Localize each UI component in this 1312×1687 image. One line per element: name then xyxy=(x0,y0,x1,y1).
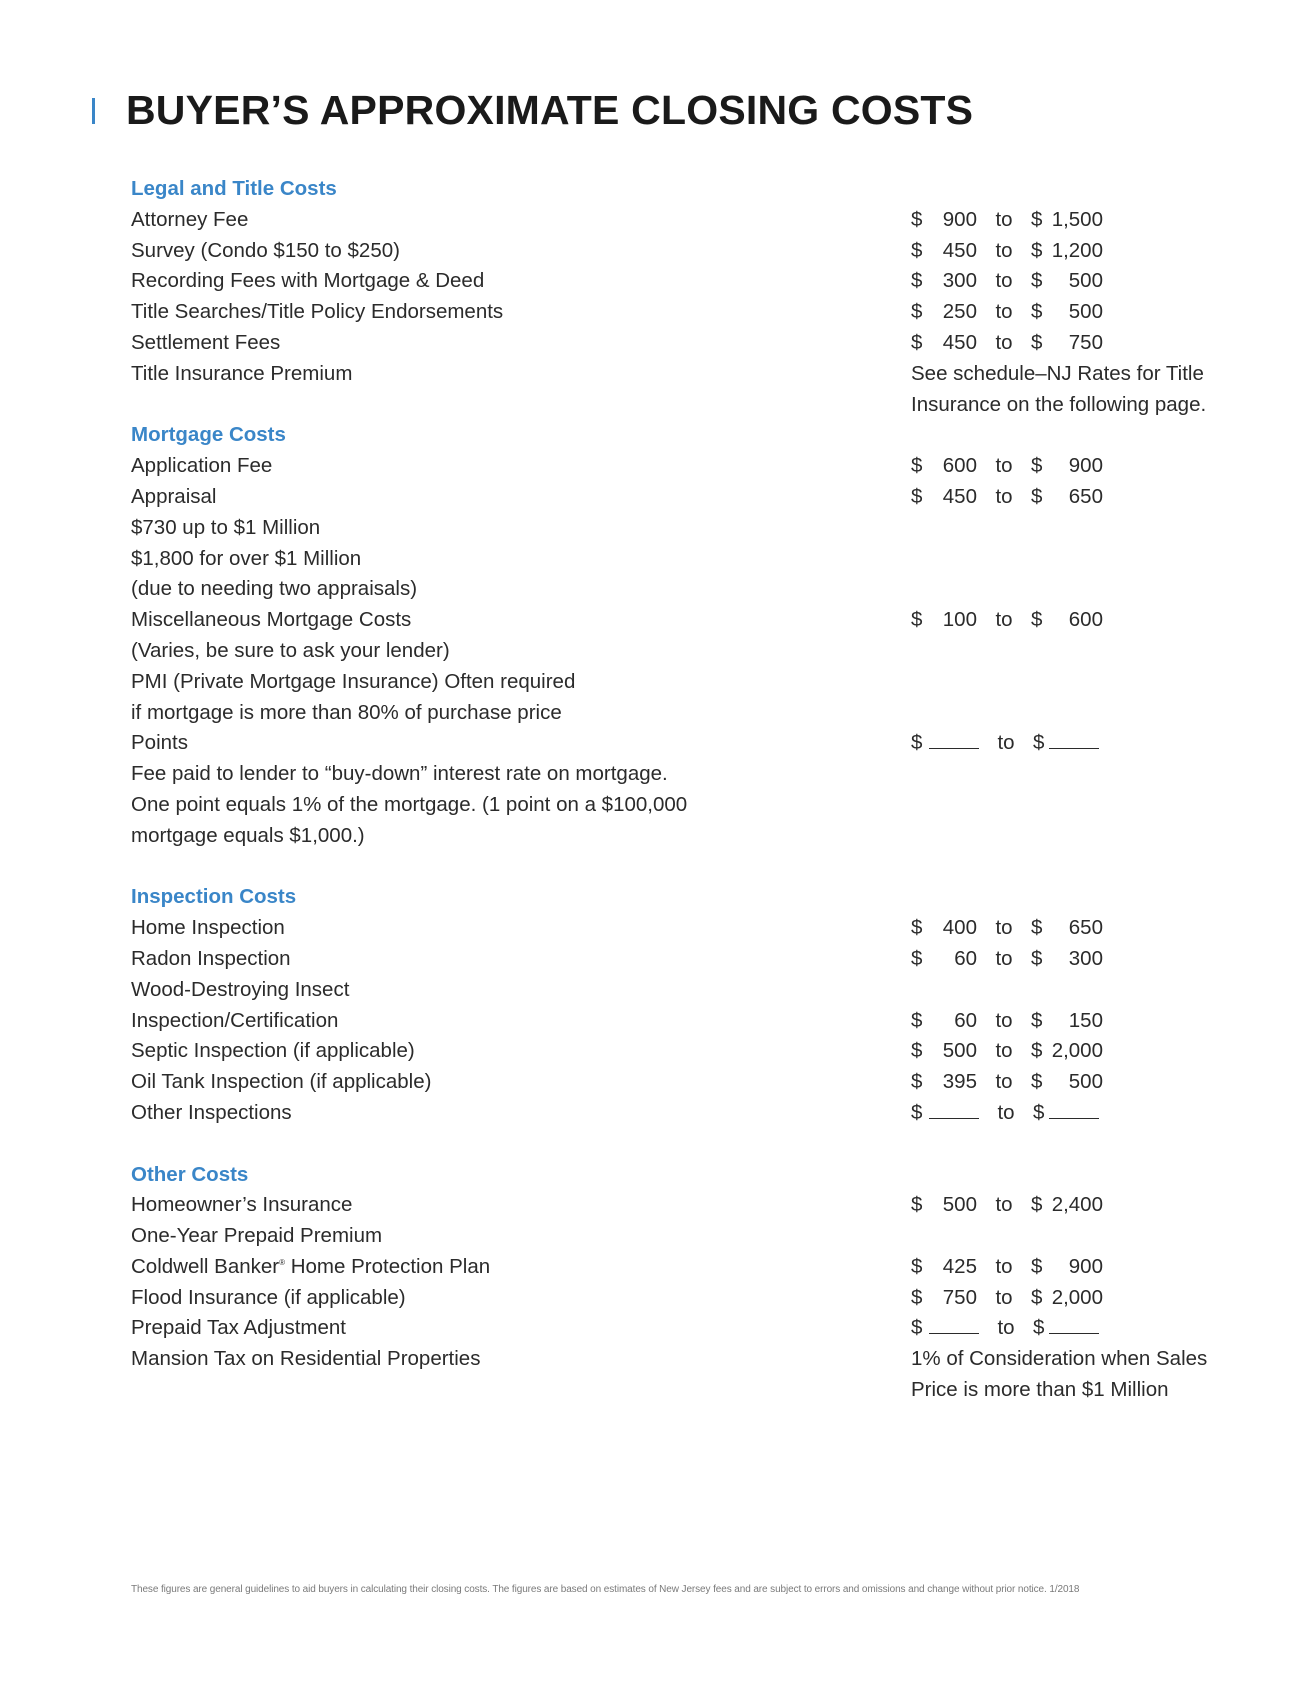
cost-range xyxy=(911,1036,1231,1067)
cost-range xyxy=(911,266,1231,297)
note-row xyxy=(131,667,1231,698)
title-accent-bar xyxy=(92,98,95,124)
range-to-word: to xyxy=(995,608,1013,632)
range-to: 750 xyxy=(1068,330,1103,354)
currency-symbol: $ xyxy=(911,1070,923,1094)
currency-symbol: $ xyxy=(911,608,923,632)
range-to: 650 xyxy=(1068,916,1103,940)
cost-label: Attorney Fee xyxy=(131,207,249,231)
currency-symbol: $ xyxy=(1031,269,1043,293)
currency-symbol: $ xyxy=(911,300,923,324)
range-to: 900 xyxy=(1068,454,1103,478)
note-row xyxy=(131,513,1231,544)
range-from: 250 xyxy=(942,300,977,324)
currency-symbol: $ xyxy=(911,269,923,293)
range-from: 600 xyxy=(942,454,977,478)
cost-row xyxy=(131,1313,1231,1344)
cost-row xyxy=(131,1098,1231,1129)
range-to-word: to xyxy=(995,1070,1013,1094)
range-to: 1,500 xyxy=(1051,207,1103,231)
note-row xyxy=(131,790,1231,821)
cost-label: Mansion Tax on Residential Properties xyxy=(131,1347,481,1371)
currency-symbol: $ xyxy=(911,1285,923,1309)
spacer xyxy=(131,852,1231,883)
range-to: 650 xyxy=(1068,484,1103,508)
cost-note: (due to needing two appraisals) xyxy=(131,577,418,601)
range-from: 450 xyxy=(942,330,977,354)
registered-mark: ® xyxy=(279,1258,286,1268)
range-to: 2,000 xyxy=(1051,1285,1103,1309)
cost-label: Homeowner’s Insurance xyxy=(131,1193,353,1217)
page-title: BUYER’S APPROXIMATE CLOSING COSTS xyxy=(126,87,974,133)
range-to-word: to xyxy=(995,1285,1013,1309)
cost-row xyxy=(131,1036,1231,1067)
blank-amount-line xyxy=(929,730,979,749)
cost-note: mortgage equals $1,000.) xyxy=(131,823,365,847)
range-to-word: to xyxy=(995,300,1013,324)
currency-symbol: $ xyxy=(911,1039,923,1063)
blank-amount-line xyxy=(929,1100,979,1119)
currency-symbol: $ xyxy=(1031,608,1043,632)
note-row xyxy=(131,574,1231,605)
currency-symbol: $ xyxy=(1031,1039,1043,1063)
section-heading-legal xyxy=(131,174,1231,205)
currency-symbol: $ xyxy=(1031,1070,1043,1094)
cost-row xyxy=(131,913,1231,944)
note-row xyxy=(131,544,1231,575)
range-to-word: to xyxy=(995,1039,1013,1063)
cost-label: Application Fee xyxy=(131,454,273,478)
cost-row xyxy=(131,1067,1231,1098)
range-from: 450 xyxy=(942,484,977,508)
range-to: 900 xyxy=(1068,1254,1103,1278)
cost-label: Radon Inspection xyxy=(131,946,291,970)
cost-note: $730 up to $1 Million xyxy=(131,515,321,539)
cost-range xyxy=(911,1252,1231,1283)
currency-symbol: $ xyxy=(1031,1008,1043,1032)
range-to-word: to xyxy=(995,454,1013,478)
cost-label: Points xyxy=(131,731,188,755)
range-to: 2,000 xyxy=(1051,1039,1103,1063)
currency-symbol: $ xyxy=(1031,1193,1043,1217)
cost-label: Prepaid Tax Adjustment xyxy=(131,1316,346,1340)
cost-row xyxy=(131,1344,1231,1375)
cost-range xyxy=(911,482,1231,513)
section-heading-label: Mortgage Costs xyxy=(131,423,286,447)
cost-note: (Varies, be sure to ask your lender) xyxy=(131,638,450,662)
range-to-word: to xyxy=(995,207,1013,231)
cost-label: Septic Inspection (if applicable) xyxy=(131,1039,415,1063)
currency-symbol: $ xyxy=(911,731,923,755)
footnote: These figures are general guidelines to aid buyers in calculating their closing costs. The figures are based on estimates of New Jersey fees and are subject to errors and omissions and change without prior notice. 1/2018 xyxy=(131,1584,1080,1595)
cost-label: Other Inspections xyxy=(131,1100,292,1124)
range-from: 425 xyxy=(942,1254,977,1278)
currency-symbol: $ xyxy=(1031,484,1043,508)
cost-label xyxy=(131,1252,911,1283)
currency-symbol: $ xyxy=(1031,300,1043,324)
range-to: 500 xyxy=(1068,1070,1103,1094)
currency-symbol: $ xyxy=(1031,207,1043,231)
range-to-word: to xyxy=(997,731,1015,755)
cost-row xyxy=(131,236,1231,267)
range-to: 500 xyxy=(1068,269,1103,293)
cost-range xyxy=(911,205,1231,236)
cost-range xyxy=(911,328,1231,359)
currency-symbol: $ xyxy=(911,1316,923,1340)
cost-list xyxy=(131,174,1231,1406)
range-to: 2,400 xyxy=(1051,1193,1103,1217)
cost-range xyxy=(911,1190,1231,1221)
currency-symbol: $ xyxy=(1031,916,1043,940)
range-to-word: to xyxy=(995,916,1013,940)
note-row xyxy=(131,759,1231,790)
currency-symbol: $ xyxy=(911,207,923,231)
currency-symbol: $ xyxy=(1031,454,1043,478)
section-heading-label: Legal and Title Costs xyxy=(131,177,337,200)
cost-label: Appraisal xyxy=(131,484,217,508)
currency-symbol: $ xyxy=(911,916,923,940)
blank-amount-line xyxy=(1049,1315,1099,1334)
cost-range xyxy=(911,236,1231,267)
section-heading-inspection xyxy=(131,882,1231,913)
range-to-word: to xyxy=(997,1100,1015,1124)
cost-range-blank xyxy=(911,1313,1231,1344)
cost-row xyxy=(131,1375,1231,1406)
note-row xyxy=(131,975,1231,1006)
cost-range xyxy=(911,451,1231,482)
blank-amount-line xyxy=(1049,1100,1099,1119)
cost-row xyxy=(131,482,1231,513)
cost-label: Recording Fees with Mortgage & Deed xyxy=(131,269,485,293)
range-to-word: to xyxy=(997,1316,1015,1340)
currency-symbol: $ xyxy=(1031,330,1043,354)
range-from: 400 xyxy=(942,916,977,940)
currency-symbol: $ xyxy=(911,238,923,262)
cost-label: Survey (Condo $150 to $250) xyxy=(131,238,400,262)
range-to-word: to xyxy=(995,946,1013,970)
cost-range xyxy=(911,944,1231,975)
cost-row xyxy=(131,1252,1231,1283)
currency-symbol: $ xyxy=(911,1193,923,1217)
range-from: 900 xyxy=(942,207,977,231)
cost-row xyxy=(131,328,1231,359)
range-from: 500 xyxy=(942,1193,977,1217)
range-to: 600 xyxy=(1068,608,1103,632)
currency-symbol: $ xyxy=(911,484,923,508)
currency-symbol: $ xyxy=(911,330,923,354)
blank-amount-line xyxy=(1049,730,1099,749)
cost-row xyxy=(131,359,1231,390)
cost-row xyxy=(131,297,1231,328)
currency-symbol: $ xyxy=(1033,1316,1045,1340)
range-to: 500 xyxy=(1068,300,1103,324)
range-to-word: to xyxy=(995,238,1013,262)
cost-row xyxy=(131,1006,1231,1037)
note-row xyxy=(131,698,1231,729)
cost-note: Fee paid to lender to “buy-down” interest rate on mortgage. xyxy=(131,762,668,786)
cost-row xyxy=(131,1283,1231,1314)
note-row xyxy=(131,636,1231,667)
currency-symbol: $ xyxy=(911,454,923,478)
range-from: 60 xyxy=(954,1008,977,1032)
cost-label: Flood Insurance (if applicable) xyxy=(131,1285,406,1309)
currency-symbol: $ xyxy=(1033,731,1045,755)
cost-note: Insurance on the following page. xyxy=(911,392,1207,416)
spacer xyxy=(131,1129,1231,1160)
cost-label: Miscellaneous Mortgage Costs xyxy=(131,608,412,632)
cost-row xyxy=(131,605,1231,636)
cost-range-blank xyxy=(911,1098,1231,1129)
cost-note: 1% of Consideration when Sales xyxy=(911,1347,1208,1371)
cost-note: One point equals 1% of the mortgage. (1 point on a $100,000 xyxy=(131,792,688,816)
range-to-word: to xyxy=(995,1008,1013,1032)
cost-range xyxy=(911,1006,1231,1037)
currency-symbol: $ xyxy=(911,1100,923,1124)
range-to-word: to xyxy=(995,269,1013,293)
cost-row xyxy=(131,266,1231,297)
range-to-word: to xyxy=(995,330,1013,354)
cost-label: Home Inspection xyxy=(131,916,285,940)
cost-label: Oil Tank Inspection (if applicable) xyxy=(131,1070,432,1094)
note-row xyxy=(131,821,1231,852)
plan-name: Home Protection Plan xyxy=(285,1254,491,1278)
cost-note: if mortgage is more than 80% of purchase price xyxy=(131,700,562,724)
cost-range xyxy=(911,913,1231,944)
cost-range xyxy=(911,1067,1231,1098)
currency-symbol: $ xyxy=(911,946,923,970)
currency-symbol: $ xyxy=(1031,1285,1043,1309)
cost-row xyxy=(131,728,1231,759)
cost-note: One-Year Prepaid Premium xyxy=(131,1224,383,1248)
cost-label: Settlement Fees xyxy=(131,330,281,354)
cost-row xyxy=(131,205,1231,236)
section-heading-label: Other Costs xyxy=(131,1162,249,1186)
cost-row xyxy=(131,1190,1231,1221)
cost-label: PMI (Private Mortgage Insurance) Often required xyxy=(131,669,576,693)
note-row xyxy=(131,1221,1231,1252)
currency-symbol: $ xyxy=(1031,946,1043,970)
cost-row xyxy=(131,451,1231,482)
section-heading-label: Inspection Costs xyxy=(131,885,297,909)
cost-range xyxy=(911,1283,1231,1314)
range-to-word: to xyxy=(995,484,1013,508)
cost-label: Inspection/Certification xyxy=(131,1008,339,1032)
currency-symbol: $ xyxy=(1031,1254,1043,1278)
cost-note: Price is more than $1 Million xyxy=(911,1378,1169,1402)
cost-label: Title Searches/Title Policy Endorsements xyxy=(131,300,504,324)
range-from: 100 xyxy=(942,608,977,632)
range-from: 300 xyxy=(942,269,977,293)
range-to: 150 xyxy=(1068,1008,1103,1032)
range-from: 450 xyxy=(942,238,977,262)
cost-row xyxy=(131,944,1231,975)
section-heading-other xyxy=(131,1160,1231,1191)
currency-symbol: $ xyxy=(1031,238,1043,262)
currency-symbol: $ xyxy=(911,1254,923,1278)
range-from: 60 xyxy=(954,946,977,970)
cost-row xyxy=(131,390,1231,421)
cost-range xyxy=(911,605,1231,636)
range-from: 750 xyxy=(942,1285,977,1309)
blank-amount-line xyxy=(929,1315,979,1334)
brand-name: Coldwell Banker xyxy=(131,1254,280,1278)
currency-symbol: $ xyxy=(1033,1100,1045,1124)
cost-range-blank xyxy=(911,728,1231,759)
cost-label: Title Insurance Premium xyxy=(131,361,353,385)
section-heading-mortgage xyxy=(131,420,1231,451)
range-to: 1,200 xyxy=(1051,238,1103,262)
cost-range xyxy=(911,297,1231,328)
cost-note: See schedule–NJ Rates for Title xyxy=(911,361,1204,385)
range-to: 300 xyxy=(1068,946,1103,970)
currency-symbol: $ xyxy=(911,1008,923,1032)
cost-label: Wood-Destroying Insect xyxy=(131,977,350,1001)
range-from: 395 xyxy=(942,1070,977,1094)
range-to-word: to xyxy=(995,1254,1013,1278)
range-from: 500 xyxy=(942,1039,977,1063)
range-to-word: to xyxy=(995,1193,1013,1217)
cost-note: $1,800 for over $1 Million xyxy=(131,546,362,570)
